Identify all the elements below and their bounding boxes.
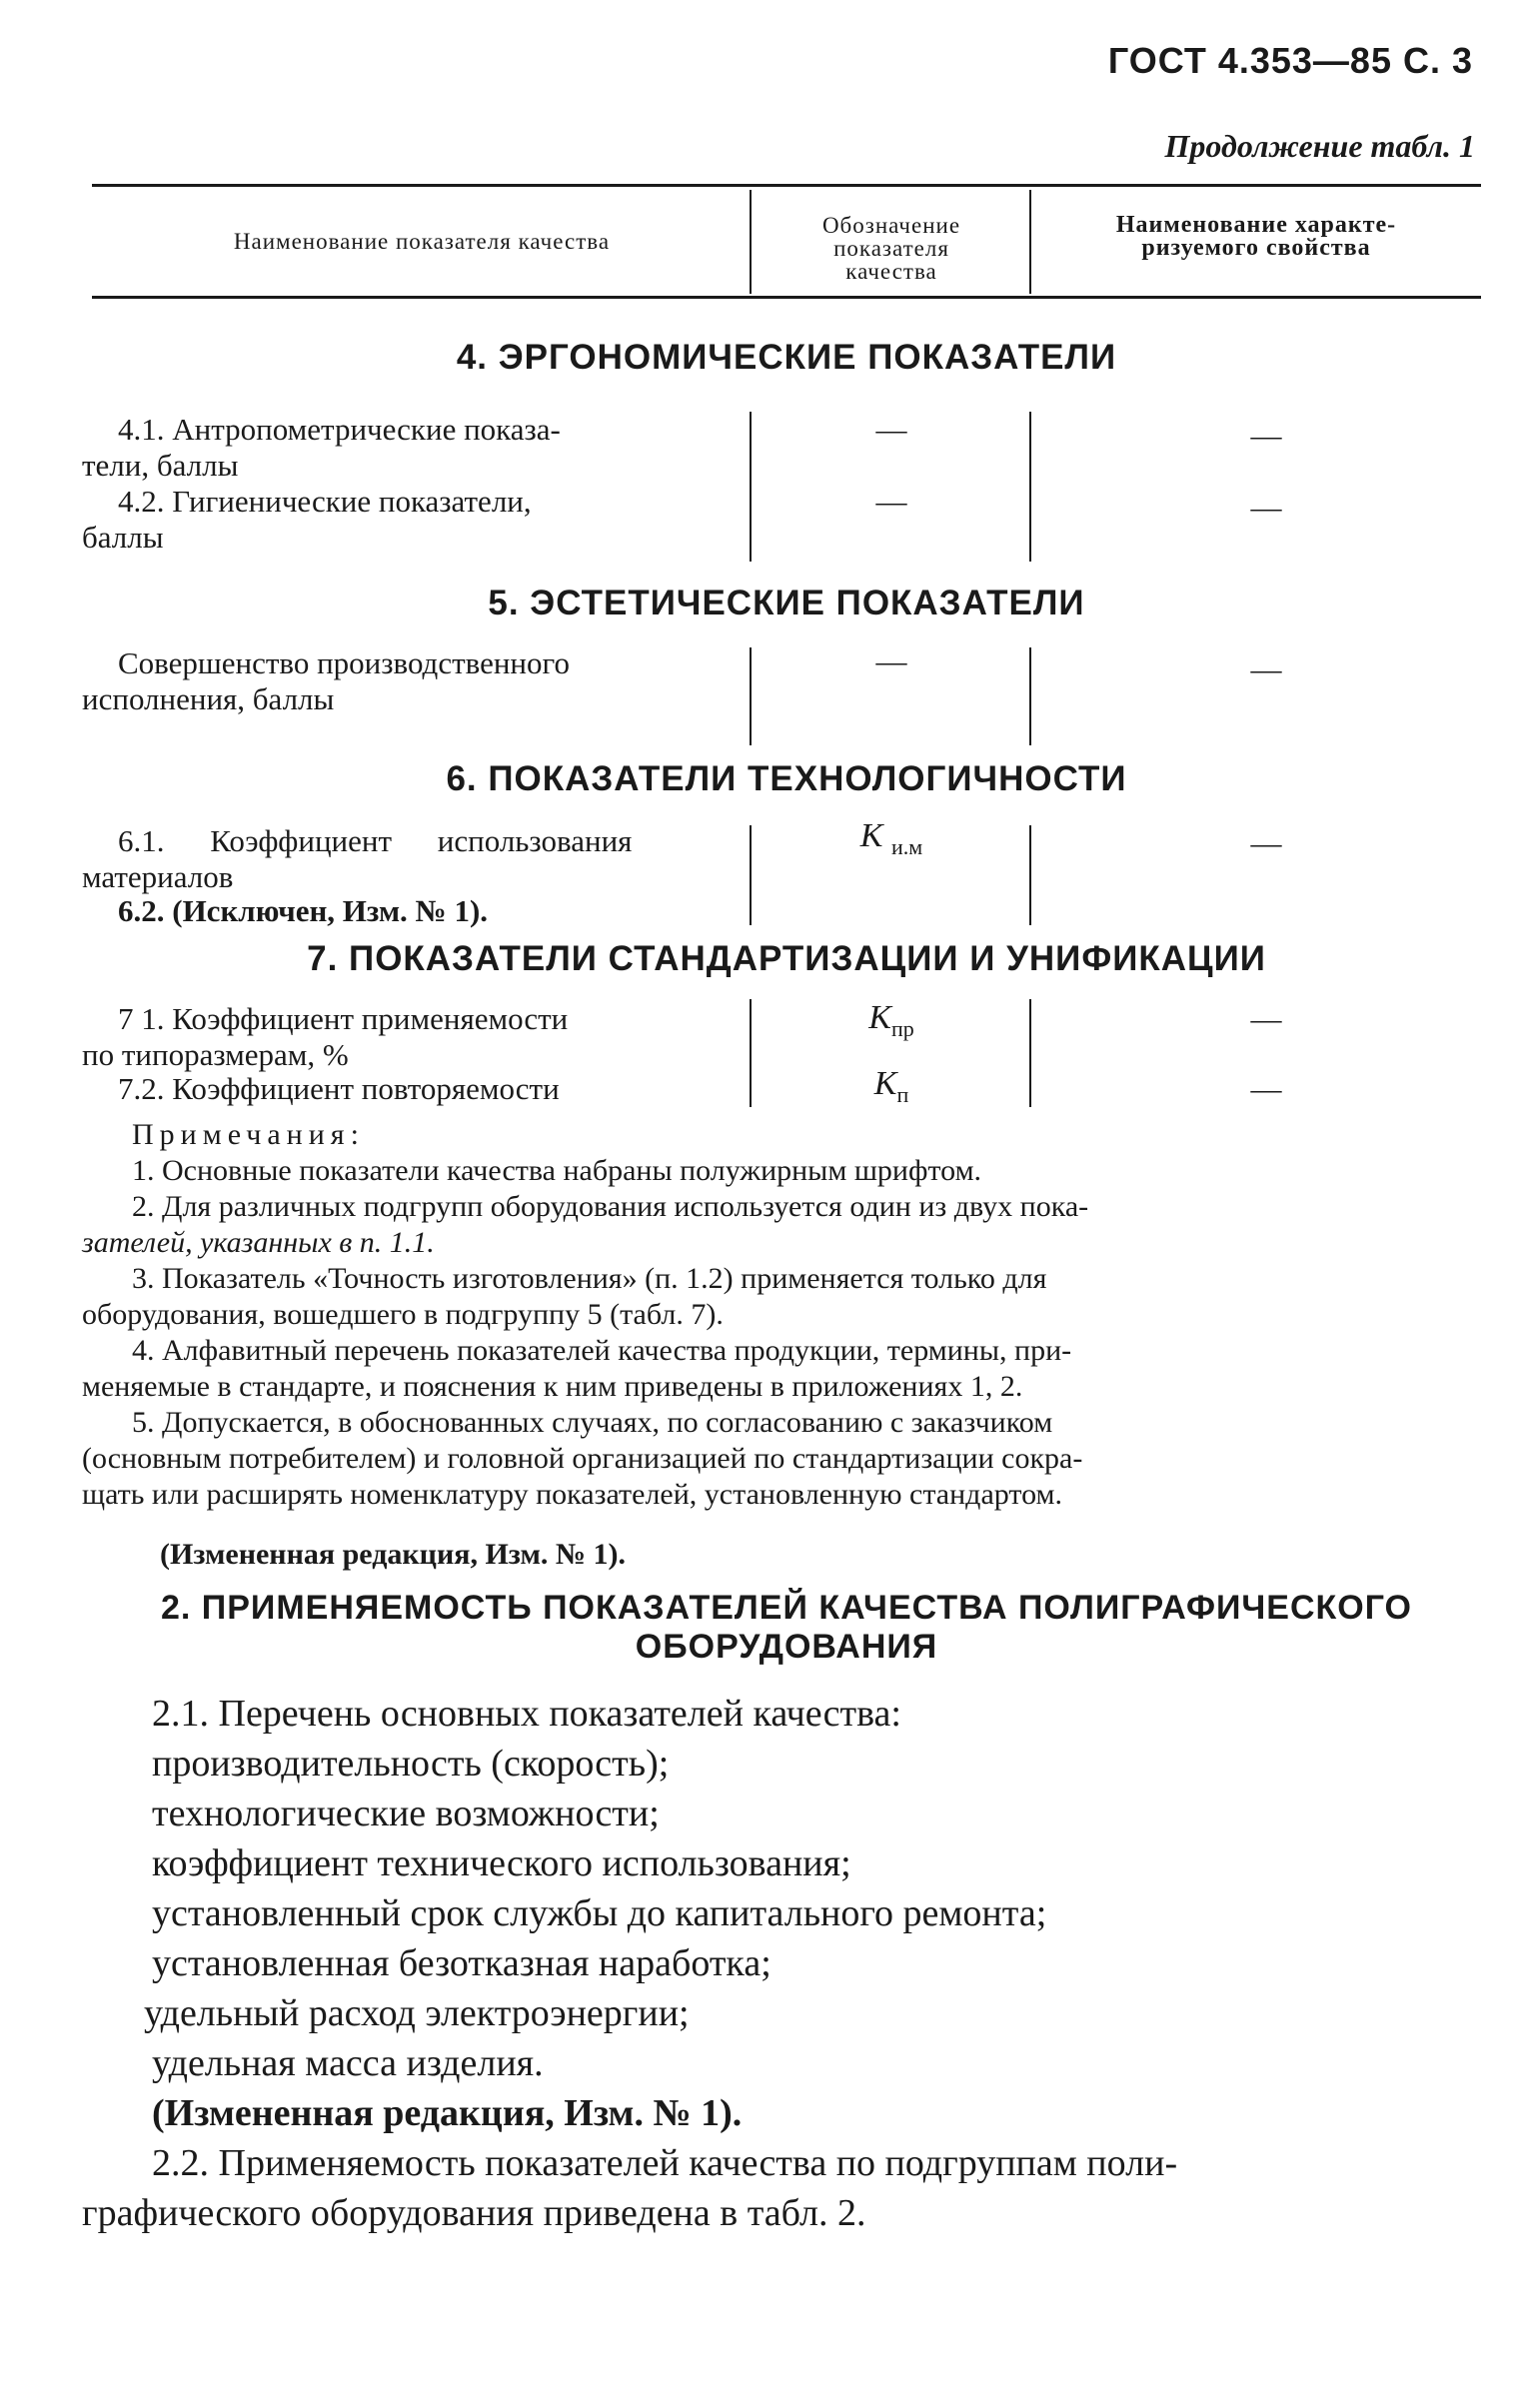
notes-block: [82, 1117, 1491, 1513]
note-5-cont: (основным потребителем) и головной организацией по стандартизации сокра-: [82, 1442, 1083, 1475]
table-top-rule: [92, 184, 1481, 187]
note-4: 4. Алфавитный перечень показателей качества продукции, термины, при-: [132, 1334, 1072, 1367]
row-property: —: [1250, 825, 1282, 860]
amendment-note-2: (Измененная редакция, Изм. № 1).: [152, 2092, 743, 2134]
note-5-cont: щать или расширять номенклатуру показателей, установленную стандартом.: [82, 1478, 1062, 1511]
table-row: 6.1. Коэффициент использования материалов: [82, 823, 633, 894]
amendment-note: (Измененная редакция, Изм. № 1).: [160, 1538, 627, 1571]
row-symbol: $K_п$: [873, 1065, 909, 1107]
list-item: коэффициент технического использования;: [152, 1842, 851, 1884]
list-item: установленная безотказная наработка;: [152, 1942, 771, 1984]
col-divider: [750, 190, 752, 294]
note-3-cont: оборудования, вошедшего в подгруппу 5 (табл. 7).: [82, 1298, 724, 1331]
note-4-cont: меняемые в стандарте, и пояснения к ним приведены в приложениях 1, 2.: [82, 1370, 1023, 1403]
note-2: 2. Для различных подгрупп оборудования используется один из двух пока-: [132, 1190, 1089, 1223]
list-item: технологические возможности;: [152, 1793, 660, 1834]
table-row: 6.2. (Исключен, Изм. № 1).: [118, 893, 489, 928]
table-row: 7.2. Коэффициент повторяемости: [118, 1071, 560, 1106]
table-row: 7 1. Коэффициент применяемости по типоразмерам, %: [82, 1001, 569, 1072]
row-property: —: [1250, 651, 1282, 686]
list-item: удельный расход электроэнергии;: [144, 1992, 690, 2034]
row-property: —: [1250, 418, 1282, 453]
section-title: 7. ПОКАЗАТЕЛИ СТАНДАРТИЗАЦИИ И УНИФИКАЦИИ: [307, 939, 1266, 978]
list-item: производительность (скорость);: [152, 1743, 670, 1785]
section-2-title: 2. ПРИМЕНЯЕМОСТЬ ПОКАЗАТЕЛЕЙ КАЧЕСТВА ПОЛИГРАФИЧЕСКОГО ОБОРУДОВАНИЯ: [160, 1589, 1413, 1666]
table-continuation: Продолжение табл. 1: [1164, 128, 1475, 164]
col-divider: [1029, 190, 1031, 294]
list-item: установленный срок службы до капитального ремонта;: [152, 1892, 1047, 1934]
row-symbol: —: [875, 484, 907, 519]
table-row: 4.1. Антропометрические показа- тели, баллы: [82, 412, 561, 483]
row-symbol: K $_{и.м}$: [859, 817, 923, 859]
row-property: —: [1250, 1071, 1282, 1106]
list-item: удельная масса изделия.: [152, 2042, 544, 2084]
paragraph-2-2: 2.2. Применяемость показателей качества по подгруппам поли-: [152, 2142, 1178, 2184]
table-row: 4.2. Гигиенические показатели, баллы: [82, 484, 532, 555]
table-header-bottom-rule: [92, 296, 1481, 299]
row-symbol: —: [875, 412, 907, 447]
note-5: 5. Допускается, в обоснованных случаях, по согласованию с заказчиком: [132, 1406, 1053, 1439]
row-property: —: [1250, 490, 1282, 525]
section-title: 6. ПОКАЗАТЕЛИ ТЕХНОЛОГИЧНОСТИ: [446, 759, 1127, 798]
section-title: 4. ЭРГОНОМИЧЕСКИЕ ПОКАЗАТЕЛИ: [456, 338, 1117, 377]
col-header-property: Наименование характе- ризуемого свойства: [1115, 212, 1397, 261]
col-header-name: Наименование показателя качества: [233, 229, 611, 254]
notes-heading: Примечания:: [132, 1118, 365, 1151]
col-header-symbol: Обозначение показателя качества: [821, 213, 961, 284]
standard-number: ГОСТ 4.353—85 С. 3: [1107, 40, 1473, 81]
section-title: 5. ЭСТЕТИЧЕСКИЕ ПОКАЗАТЕЛИ: [488, 584, 1085, 622]
row-symbol: $K_{пр}$: [868, 999, 914, 1041]
section-2-body: [82, 1689, 1501, 2238]
row-property: —: [1250, 1001, 1282, 1036]
note-1: 1. Основные показатели качества набраны полужирным шрифтом.: [132, 1154, 982, 1187]
note-3: 3. Показатель «Точность изготовления» (п. 1.2) применяется только для: [132, 1262, 1047, 1295]
paragraph-2-2-cont: графического оборудования приведена в табл. 2.: [82, 2192, 866, 2234]
paragraph-2-1: 2.1. Перечень основных показателей качества:: [152, 1693, 901, 1735]
table-row: Совершенство производственного исполнения, баллы: [82, 645, 570, 716]
row-symbol: —: [875, 643, 907, 678]
note-2-cont: зателей, указанных в п. 1.1.: [82, 1226, 435, 1259]
